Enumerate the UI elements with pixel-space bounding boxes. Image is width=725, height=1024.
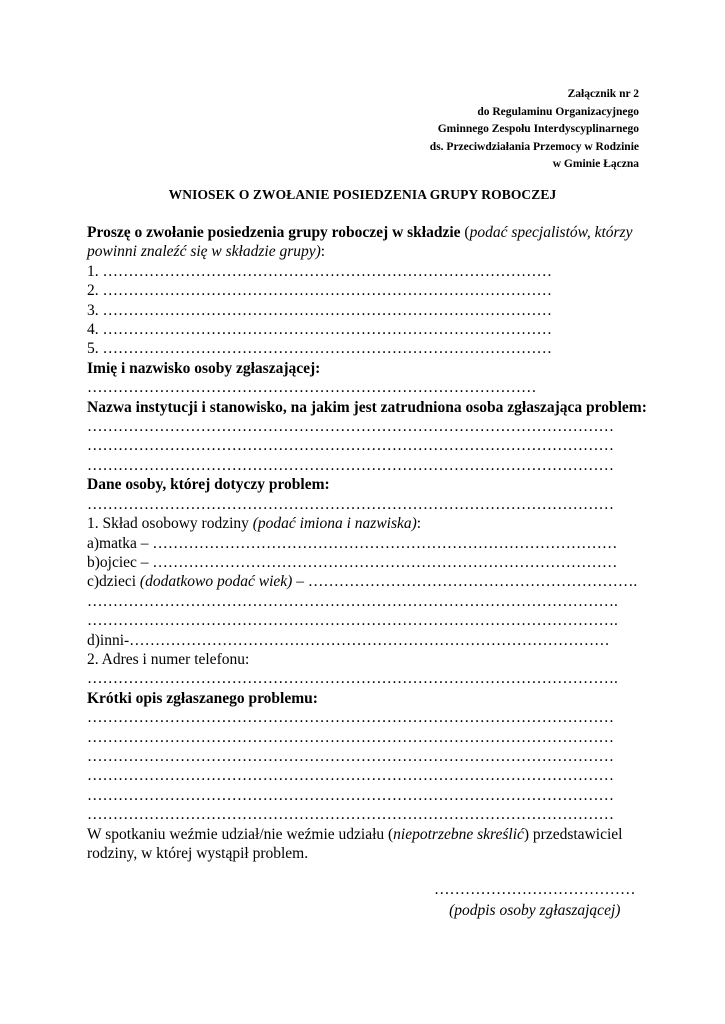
person-heading: Dane osoby, której dotyczy problem:	[87, 476, 330, 494]
problem-field-1[interactable]: …………………………………………………………………………………………	[87, 709, 614, 727]
mother-field[interactable]: a)matka – ………………………………………………………………………………	[87, 534, 618, 552]
meeting-line-1	[87, 825, 647, 844]
others-field[interactable]: d)inni-…………………………………………………………………………………	[87, 631, 610, 649]
member-field-5[interactable]: 5. ……………………………………………………………………………	[87, 340, 552, 358]
address-field[interactable]: ………………………………………………………………………………………….	[87, 670, 618, 688]
children-field[interactable]	[87, 572, 647, 591]
children-field-2[interactable]: ………………………………………………………………………………………….	[87, 592, 618, 610]
member-field-3[interactable]: 3. ……………………………………………………………………………	[87, 301, 552, 319]
member-field-1[interactable]: 1. ……………………………………………………………………………	[87, 262, 552, 280]
institution-heading: Nazwa instytucji i stanowisko, na jakim jest zatrudniona osoba zgłaszająca problem:	[87, 398, 647, 416]
attachment-team: Gminnego Zespołu Interdyscyplinarnego	[437, 123, 639, 135]
request-line-1	[87, 223, 647, 242]
address-label: 2. Adres i numer telefonu:	[87, 650, 250, 668]
institution-field-2[interactable]: …………………………………………………………………………………………	[87, 437, 614, 455]
meeting-hint: niepotrzebne skreślić	[393, 825, 524, 843]
family-hint: (podać imiona i nazwiska)	[252, 515, 417, 533]
children-dots: – ……………………………………………………….	[292, 573, 638, 591]
request-colon: :	[320, 243, 326, 261]
children-label: c)dzieci	[87, 573, 140, 591]
meeting-line-2: rodziny, w której wystąpił problem.	[87, 845, 309, 862]
request-paren: (	[460, 224, 470, 241]
problem-field-5[interactable]: …………………………………………………………………………………………	[87, 786, 614, 804]
children-hint: (dodatkowo podać wiek)	[139, 573, 293, 591]
problem-field-6[interactable]: …………………………………………………………………………………………	[87, 806, 614, 824]
form-body	[87, 223, 647, 863]
father-field[interactable]: b)ojciec – ………………………………………………………………………………	[87, 553, 618, 571]
family-label: 1. Skład osobowy rodziny	[87, 515, 253, 533]
family-colon: :	[416, 515, 422, 533]
signature-label: (podpis osoby zgłaszającej)	[449, 902, 621, 919]
meeting-text-1: W spotkaniu weźmie udział/nie weźmie udziału (	[87, 825, 394, 843]
request-hint-1: podać specjalistów, którzy	[469, 224, 633, 241]
request-line-2	[87, 242, 647, 261]
request-text: Proszę o zwołanie posiedzenia grupy roboczej w składzie	[87, 224, 461, 241]
signature-field[interactable]: …………………………………	[434, 881, 636, 898]
problem-heading: Krótki opis zgłaszanego problemu:	[87, 689, 318, 707]
problem-field-4[interactable]: …………………………………………………………………………………………	[87, 767, 614, 785]
children-field-3[interactable]: ………………………………………………………………………………………….	[87, 612, 618, 630]
request-hint-2: powinni znaleźć się w składzie grupy)	[87, 243, 321, 261]
attachment-regulation: do Regulaminu Organizacyjnego	[477, 105, 639, 118]
family-label-line	[87, 514, 647, 533]
reporter-heading: Imię i nazwisko osoby zgłaszającej:	[87, 359, 321, 377]
problem-field-2[interactable]: …………………………………………………………………………………………	[87, 728, 614, 746]
institution-field-1[interactable]: …………………………………………………………………………………………	[87, 418, 614, 436]
signature-block	[434, 879, 636, 921]
institution-field-3[interactable]: …………………………………………………………………………………………	[87, 456, 614, 474]
document-title: WNIOSEK O ZWOŁANIE POSIEDZENIA GRUPY ROBOCZEJ	[168, 187, 557, 202]
problem-field-3[interactable]: …………………………………………………………………………………………	[87, 747, 614, 765]
reporter-field[interactable]: ……………………………………………………………………………	[87, 379, 537, 397]
attachment-header	[430, 86, 639, 174]
meeting-text-2: ) przedstawiciel	[523, 825, 623, 843]
attachment-number: Załącznik nr 2	[567, 88, 639, 100]
attachment-scope: ds. Przeciwdziałania Przemocy w Rodzinie	[429, 140, 639, 153]
person-field[interactable]: …………………………………………………………………………………………	[87, 495, 614, 513]
attachment-municipality: w Gminie Łączna	[552, 158, 639, 170]
member-field-2[interactable]: 2. ……………………………………………………………………………	[87, 282, 552, 300]
member-field-4[interactable]: 4. ……………………………………………………………………………	[87, 321, 552, 339]
